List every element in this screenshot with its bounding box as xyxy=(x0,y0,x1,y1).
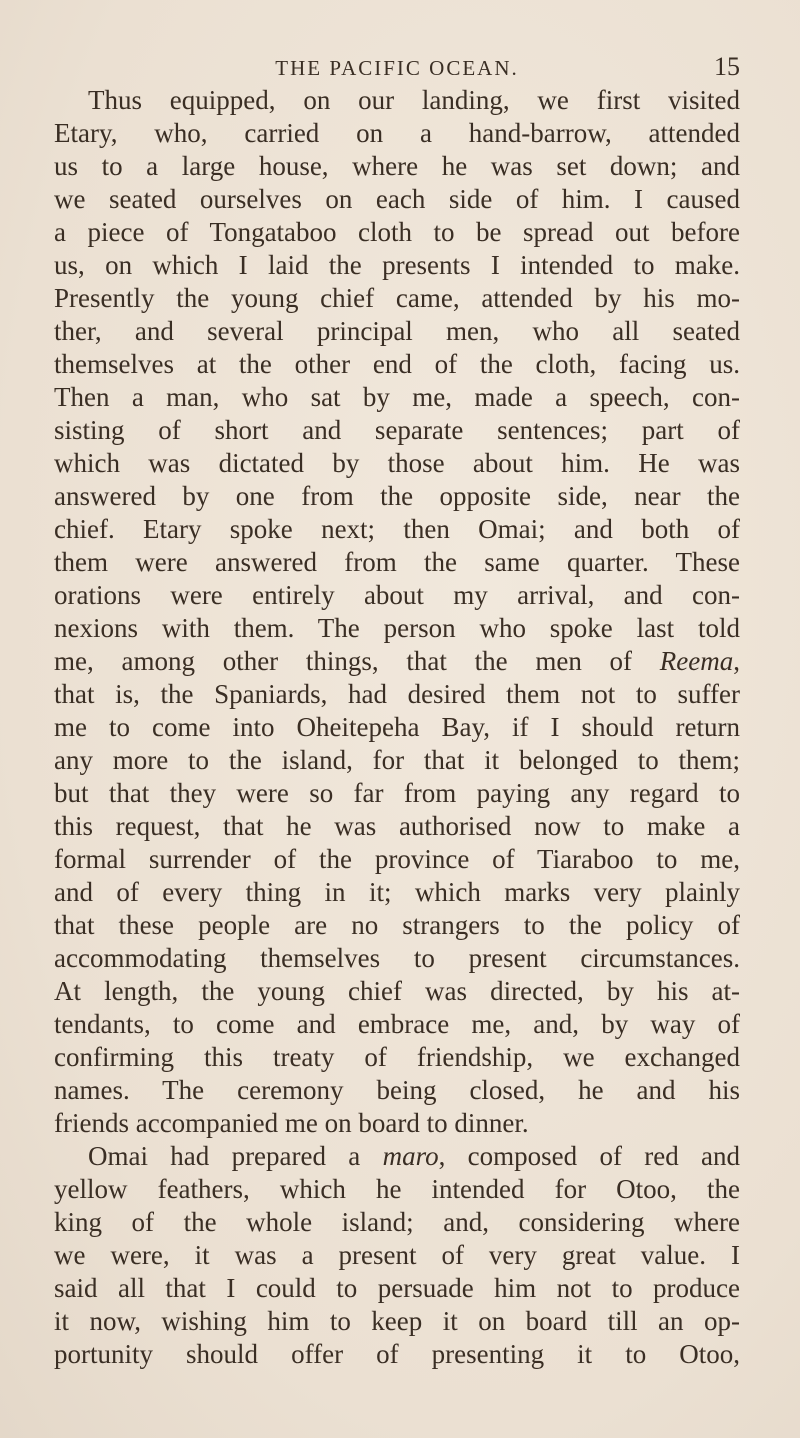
text-segment: us to a large house, where he was set down; and xyxy=(54,151,740,181)
text-segment: Omai had prepared a xyxy=(88,1141,383,1171)
text-line xyxy=(54,1305,740,1338)
text-line xyxy=(54,1206,740,1239)
text-line xyxy=(54,711,740,744)
text-segment: At length, the young chief was directed, by his at- xyxy=(54,976,740,1006)
text-segment: me to come into Oheitepeha Bay, if I should return xyxy=(54,712,740,742)
text-line xyxy=(54,1074,740,1107)
text-line xyxy=(54,1041,740,1074)
text-segment: that these people are no strangers to the policy of xyxy=(54,910,740,940)
body-text xyxy=(54,84,740,1371)
text-segment: tendants, to come and embrace me, and, by way of xyxy=(54,1009,740,1039)
text-segment: Thus equipped, on our landing, we first visited xyxy=(88,85,740,115)
text-segment: ther, and several principal men, who all seated xyxy=(54,316,740,346)
text-segment: Presently the young chief came, attended by his mo- xyxy=(54,283,740,313)
text-segment: orations were entirely about my arrival, and con- xyxy=(54,580,740,610)
text-line xyxy=(54,1239,740,1272)
text-segment: any more to the island, for that it belonged to them; xyxy=(54,745,740,775)
text-segment: Then a man, who sat by me, made a speech, con- xyxy=(54,382,740,412)
text-segment: king of the whole island; and, considering where xyxy=(54,1207,740,1237)
text-line xyxy=(54,150,740,183)
text-segment: , composed of red and xyxy=(438,1141,740,1171)
text-segment: and of every thing in it; which marks very plainly xyxy=(54,877,740,907)
text-line xyxy=(54,1272,740,1305)
text-segment: said all that I could to persuade him not to produce xyxy=(54,1273,740,1303)
text-segment: it now, wishing him to keep it on board till an op- xyxy=(54,1306,740,1336)
text-line xyxy=(54,645,740,678)
text-segment: we seated ourselves on each side of him. I caused xyxy=(54,184,740,214)
text-segment: us, on which I laid the presents I intended to make. xyxy=(54,250,740,280)
text-line xyxy=(54,1008,740,1041)
running-head-title: THE PACIFIC OCEAN. xyxy=(275,56,519,80)
text-line xyxy=(54,942,740,975)
text-line xyxy=(54,315,740,348)
text-line xyxy=(54,678,740,711)
text-line xyxy=(54,1107,740,1140)
italic-term: maro xyxy=(382,1141,439,1171)
page-number: 15 xyxy=(714,52,740,81)
text-segment: but that they were so far from paying any regard to xyxy=(54,778,740,808)
text-line xyxy=(54,513,740,546)
text-segment: answered by one from the opposite side, near the xyxy=(54,481,740,511)
italic-term: Reema xyxy=(659,646,734,676)
text-line xyxy=(54,909,740,942)
text-line xyxy=(54,381,740,414)
text-segment: themselves at the other end of the cloth, facing us. xyxy=(54,349,740,379)
text-line xyxy=(54,876,740,909)
text-line xyxy=(54,744,740,777)
text-segment: that is, the Spaniards, had desired them not to suffer xyxy=(54,679,740,709)
text-segment: this request, that he was authorised now to make a xyxy=(54,811,740,841)
text-line xyxy=(54,183,740,216)
text-segment: formal surrender of the province of Tiaraboo to me, xyxy=(54,844,740,874)
text-line xyxy=(54,1140,740,1173)
text-segment: nexions with them. The person who spoke last told xyxy=(54,613,740,643)
text-line xyxy=(54,777,740,810)
text-line xyxy=(54,843,740,876)
text-line xyxy=(54,216,740,249)
running-head xyxy=(54,52,740,82)
text-segment: a piece of Tongataboo cloth to be spread out before xyxy=(54,217,740,247)
text-line xyxy=(54,546,740,579)
text-segment: confirming this treaty of friendship, we exchanged xyxy=(54,1042,740,1072)
text-segment: accommodating themselves to present circumstances. xyxy=(54,943,740,973)
text-segment: Etary, who, carried on a hand-barrow, attended xyxy=(54,118,740,148)
text-line xyxy=(54,1338,740,1371)
text-line xyxy=(54,447,740,480)
text-segment: , xyxy=(733,646,740,676)
text-line xyxy=(54,612,740,645)
text-line xyxy=(54,348,740,381)
text-segment: me, among other things, that the men of xyxy=(54,646,660,676)
text-line xyxy=(54,282,740,315)
text-line xyxy=(54,975,740,1008)
text-segment: names. The ceremony being closed, he and his xyxy=(54,1075,740,1105)
text-line xyxy=(54,117,740,150)
text-segment: portunity should offer of presenting it to Otoo, xyxy=(54,1339,740,1369)
text-line xyxy=(54,480,740,513)
text-line xyxy=(54,414,740,447)
text-line xyxy=(54,1173,740,1206)
text-segment: them were answered from the same quarter. These xyxy=(54,547,740,577)
text-segment: we were, it was a present of very great value. I xyxy=(54,1240,740,1270)
text-segment: chief. Etary spoke next; then Omai; and both of xyxy=(54,514,740,544)
text-segment: sisting of short and separate sentences; part of xyxy=(54,415,740,445)
text-line xyxy=(54,579,740,612)
text-segment: which was dictated by those about him. He was xyxy=(54,448,740,478)
text-line xyxy=(54,810,740,843)
text-line xyxy=(54,249,740,282)
text-line xyxy=(54,84,740,117)
text-segment: yellow feathers, which he intended for Otoo, the xyxy=(54,1174,740,1204)
text-segment: friends accompanied me on board to dinner. xyxy=(54,1108,529,1138)
